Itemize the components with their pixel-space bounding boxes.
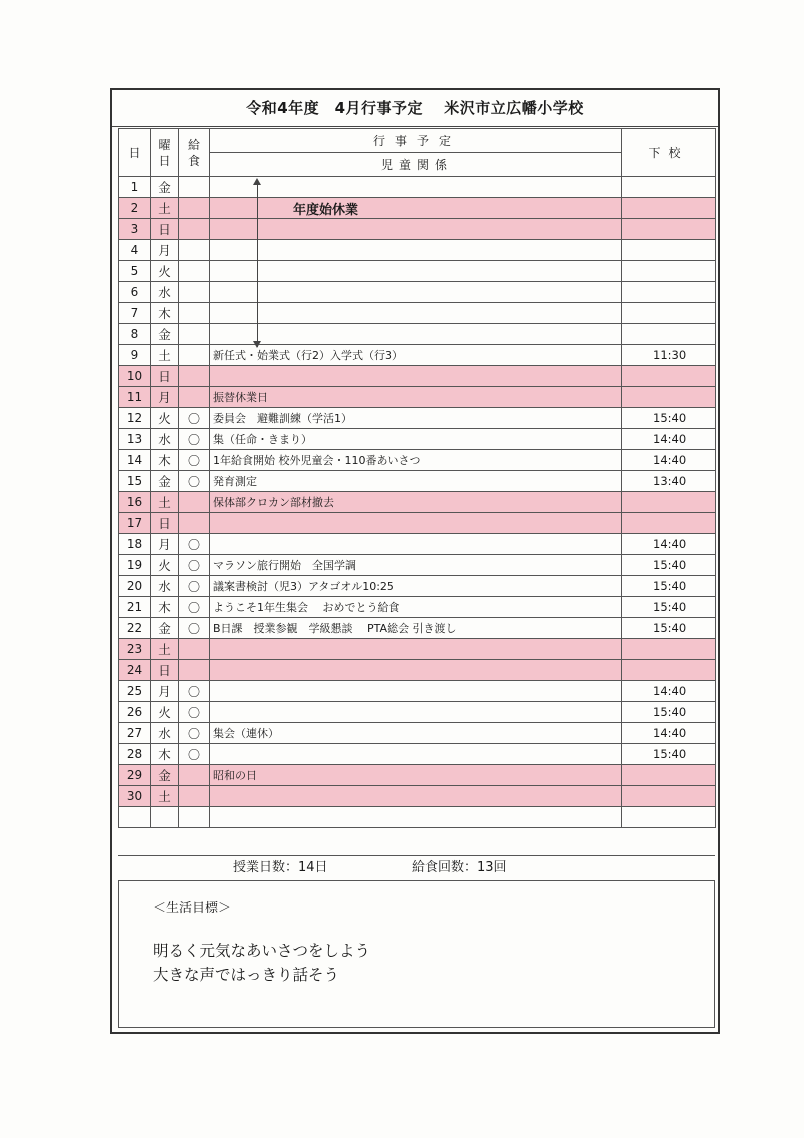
event-cell: 昭和の日 [210,765,622,786]
lunch-cell [179,786,210,807]
lunch-cell [179,513,210,534]
dismissal-cell: 15:40 [622,576,716,597]
dismissal-cell: 14:40 [622,429,716,450]
event-cell: マラソン旅行開始 全国学調 [210,555,622,576]
dismissal-cell [622,660,716,681]
dismissal-cell: 14:40 [622,723,716,744]
day-cell: 2 [119,198,151,219]
dismissal-cell: 15:40 [622,702,716,723]
dismissal-cell: 14:40 [622,534,716,555]
dismissal-cell [622,807,716,828]
dismissal-cell [622,366,716,387]
schedule-row [119,282,716,303]
dismissal-cell [622,177,716,198]
event-cell [210,534,622,555]
day-cell: 12 [119,408,151,429]
dismissal-cell [622,198,716,219]
event-cell [210,177,622,198]
lunch-cell [179,198,210,219]
event-cell: B日課 授業参観 学級懇談 PTA総会 引き渡し [210,618,622,639]
day-cell: 29 [119,765,151,786]
lunch-cell [179,765,210,786]
weekday-cell: 木 [151,303,179,324]
schedule-row [119,177,716,198]
schedule-row [119,576,716,597]
schedule-row [119,618,716,639]
lunch-cell [179,282,210,303]
day-cell: 23 [119,639,151,660]
dismissal-cell [622,765,716,786]
event-cell: 発育測定 [210,471,622,492]
dismissal-cell [622,303,716,324]
weekday-cell: 土 [151,492,179,513]
schedule-row [119,471,716,492]
range-label: 年度始休業 [210,198,622,219]
day-cell: 26 [119,702,151,723]
weekday-cell: 土 [151,198,179,219]
day-cell: 9 [119,345,151,366]
day-cell: 3 [119,219,151,240]
day-cell: 28 [119,744,151,765]
event-cell [210,261,622,282]
day-cell: 21 [119,597,151,618]
day-cell: 13 [119,429,151,450]
dismissal-cell [622,261,716,282]
lunch-cell [179,660,210,681]
schedule-row [119,387,716,408]
weekday-cell: 日 [151,219,179,240]
dismissal-cell: 15:40 [622,555,716,576]
lunch-cell [179,639,210,660]
lunch-cell [179,366,210,387]
day-cell: 18 [119,534,151,555]
weekday-cell: 木 [151,450,179,471]
event-cell: 議案書検討（児3）アタゴオル10:25 [210,576,622,597]
event-cell [210,366,622,387]
day-cell: 25 [119,681,151,702]
day-cell: 30 [119,786,151,807]
schedule-row [119,408,716,429]
lunch-cell [179,261,210,282]
lunch-cell: 〇 [179,723,210,744]
lunch-cell: 〇 [179,702,210,723]
lunch-cell [179,324,210,345]
schedule-row [119,597,716,618]
day-cell: 10 [119,366,151,387]
lunch-cell [179,219,210,240]
weekday-cell: 金 [151,177,179,198]
weekday-cell: 金 [151,618,179,639]
dismissal-cell: 11:30 [622,345,716,366]
day-cell: 8 [119,324,151,345]
life-goals-box [118,880,715,1028]
event-cell: ようこそ1年生集会 おめでとう給食 [210,597,622,618]
weekday-cell: 月 [151,534,179,555]
schedule-row [119,261,716,282]
day-cell: 1 [119,177,151,198]
day-cell: 4 [119,240,151,261]
event-cell: 保体部クロカン部材撤去 [210,492,622,513]
range-arrow-line [257,181,258,347]
event-cell [210,324,622,345]
dismissal-cell [622,639,716,660]
day-cell: 15 [119,471,151,492]
weekday-cell: 火 [151,261,179,282]
weekday-cell: 木 [151,744,179,765]
weekday-cell: 水 [151,429,179,450]
event-cell [210,282,622,303]
event-cell [210,702,622,723]
dismissal-cell [622,282,716,303]
weekday-cell: 日 [151,513,179,534]
event-cell [210,681,622,702]
lunch-cell: 〇 [179,408,210,429]
weekday-cell: 金 [151,471,179,492]
header-children: 児童関係 [210,153,622,177]
schedule-row [119,450,716,471]
schedule-row [119,786,716,807]
lunch-cell [179,492,210,513]
header-lunch [179,129,210,177]
weekday-cell: 金 [151,324,179,345]
weekday-cell: 火 [151,555,179,576]
header-events: 行事予定 [210,129,622,153]
dismissal-cell [622,324,716,345]
weekday-cell: 水 [151,576,179,597]
lunch-cell: 〇 [179,555,210,576]
goals-title: ＜生活目標＞ [153,901,232,916]
lunch-cell [179,240,210,261]
goal-line-2: 大きな声ではっきり話そう [153,966,340,984]
event-cell [210,807,622,828]
schedule-row [119,723,716,744]
schedule-row [119,303,716,324]
dismissal-cell [622,513,716,534]
schedule-row [119,429,716,450]
day-cell [119,807,151,828]
schedule-row [119,492,716,513]
day-cell: 6 [119,282,151,303]
weekday-cell: 月 [151,387,179,408]
totals-row [118,855,715,880]
weekday-cell: 木 [151,597,179,618]
day-cell: 7 [119,303,151,324]
dismissal-cell: 15:40 [622,408,716,429]
weekday-cell: 火 [151,408,179,429]
day-cell: 16 [119,492,151,513]
schedule-row [119,198,716,219]
schedule-row [119,765,716,786]
header-dismissal: 下校 [622,129,716,177]
day-cell: 5 [119,261,151,282]
weekday-cell: 日 [151,660,179,681]
dismissal-cell [622,219,716,240]
schedule-row [119,324,716,345]
schedule-document [110,88,720,1034]
weekday-cell: 日 [151,366,179,387]
event-cell [210,639,622,660]
dismissal-cell: 15:40 [622,597,716,618]
schedule-table [118,128,716,828]
lesson-days: 授業日数：14日 [233,860,328,875]
event-cell: 新任式・始業式（行2）入学式（行3） [210,345,622,366]
dismissal-cell: 14:40 [622,450,716,471]
header-weekday [151,129,179,177]
event-cell [210,303,622,324]
day-cell: 17 [119,513,151,534]
arrow-up-icon [253,178,261,185]
lunch-cell: 〇 [179,429,210,450]
schedule-row [119,240,716,261]
lunch-cell: 〇 [179,450,210,471]
event-cell: 集（任命・きまり） [210,429,622,450]
weekday-cell: 水 [151,723,179,744]
schedule-row [119,681,716,702]
event-cell: 委員会 避難訓練（学活1） [210,408,622,429]
header-weekday-label: 曜日 [158,137,171,168]
schedule-row [119,219,716,240]
dismissal-cell [622,492,716,513]
schedule-row [119,345,716,366]
event-cell: 振替休業日 [210,387,622,408]
goal-line-1: 明るく元気なあいさつをしよう [153,942,371,960]
event-cell [210,660,622,681]
arrow-down-icon [253,341,261,348]
schedule-row [119,639,716,660]
lunch-count: 給食回数：13回 [412,860,507,875]
dismissal-cell [622,387,716,408]
lunch-cell [179,345,210,366]
dismissal-cell [622,240,716,261]
lunch-cell [179,303,210,324]
weekday-cell: 月 [151,681,179,702]
page-title: 令和4年度 4月行事予定 米沢市立広幡小学校 [112,90,718,127]
dismissal-cell: 14:40 [622,681,716,702]
schedule-row [119,702,716,723]
schedule-row [119,807,716,828]
lunch-cell: 〇 [179,618,210,639]
weekday-cell: 火 [151,702,179,723]
day-cell: 19 [119,555,151,576]
dismissal-cell [622,786,716,807]
lunch-cell [179,807,210,828]
header-lunch-label: 給食 [187,137,200,168]
schedule-row [119,513,716,534]
event-cell [210,240,622,261]
lunch-cell: 〇 [179,681,210,702]
schedule-row [119,534,716,555]
schedule-row [119,366,716,387]
weekday-cell: 土 [151,345,179,366]
lunch-cell: 〇 [179,534,210,555]
event-cell [210,219,622,240]
lunch-cell: 〇 [179,471,210,492]
schedule-rows [119,177,716,828]
schedule-row [119,555,716,576]
lunch-cell: 〇 [179,744,210,765]
event-cell [210,744,622,765]
weekday-cell: 土 [151,639,179,660]
day-cell: 27 [119,723,151,744]
day-cell: 20 [119,576,151,597]
lunch-cell: 〇 [179,576,210,597]
day-cell: 14 [119,450,151,471]
dismissal-cell: 15:40 [622,744,716,765]
day-cell: 22 [119,618,151,639]
event-cell [210,786,622,807]
lunch-cell [179,387,210,408]
weekday-cell: 土 [151,786,179,807]
weekday-cell [151,807,179,828]
weekday-cell: 水 [151,282,179,303]
dismissal-cell: 13:40 [622,471,716,492]
schedule-row [119,660,716,681]
weekday-cell: 金 [151,765,179,786]
lunch-cell: 〇 [179,597,210,618]
schedule-row [119,744,716,765]
event-cell: 集会（連休） [210,723,622,744]
weekday-cell: 月 [151,240,179,261]
day-cell: 11 [119,387,151,408]
day-cell: 24 [119,660,151,681]
dismissal-cell: 15:40 [622,618,716,639]
event-cell: 1年給食開始 校外児童会・110番あいさつ [210,450,622,471]
header-day: 日 [119,129,151,177]
event-cell [210,513,622,534]
lunch-cell [179,177,210,198]
